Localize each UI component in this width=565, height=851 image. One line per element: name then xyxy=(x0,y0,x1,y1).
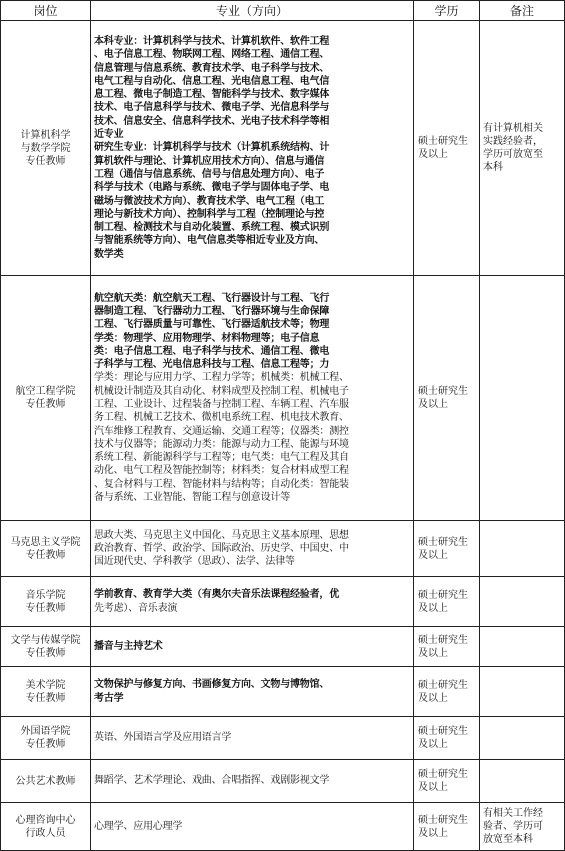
table-row xyxy=(1,521,565,577)
major-line: 信息管理与信息系统、教育技术学、电子科学与技术、 xyxy=(94,62,330,74)
position-cell xyxy=(1,21,91,276)
remarks-cell xyxy=(480,667,565,717)
education-line: 硕士研究生 xyxy=(418,634,468,646)
table-row xyxy=(1,627,565,667)
major-line: 文物保护与修复方向、书画修复方向、文物与博物馆、 xyxy=(94,679,330,691)
education-line: 硕士研究生 xyxy=(418,726,468,737)
position-line: 专任教师 xyxy=(25,155,66,167)
major-line: 务工程、机械工艺技术、微机电系统工程、机电技术教育、 xyxy=(94,412,349,424)
education-line: 硕士研究生 xyxy=(418,536,468,548)
major-line: 电气工程与自动化、信息工程、光电信息工程、电气信 xyxy=(94,75,330,87)
position-cell xyxy=(1,717,91,760)
position-line: 专任教师 xyxy=(25,647,66,659)
major-line: 本科专业：计算机科学与技术、计算机软件、软件工程 xyxy=(94,35,330,47)
major-line: 动化、电气工程及智能控制等；材料类：复合材料成型工程 xyxy=(94,465,349,477)
education-line: 硕士研究生 xyxy=(418,136,468,147)
major-cell xyxy=(91,521,414,577)
major-line: 思政大类、马克思主义中国化、马克思主义基本原理、思想 xyxy=(94,529,349,541)
remarks-cell xyxy=(480,577,565,627)
major-line: 政治教育、哲学、政治学、国际政治、历史学、中国史、中 xyxy=(94,542,349,554)
major-line: 播音与主持艺术 xyxy=(94,640,163,652)
major-cell xyxy=(91,760,414,803)
major-line: 国近现代史、学科教学（思政）、法学、法律等 xyxy=(94,556,295,568)
major-line: 航空航天类：航空航天工程、飞行器设计与工程、飞行 xyxy=(94,292,330,304)
position-cell xyxy=(1,276,91,521)
position-line: 与数学学院 xyxy=(20,142,71,154)
position-cell xyxy=(1,577,91,627)
education-cell xyxy=(414,577,480,627)
position-line: 行政人员 xyxy=(25,827,66,839)
education-line: 硕士研究生 xyxy=(418,589,468,601)
position-cell xyxy=(1,760,91,803)
major-line: 机械设计制造及其自动化、材料成型及控制工程、机械电子 xyxy=(94,385,349,397)
table-row xyxy=(1,717,565,760)
table-body xyxy=(1,21,565,851)
major-line: 、复合材料与工程、智能材料与结构等；自动化类：智能装 xyxy=(94,478,349,490)
position-line: 美术学院 xyxy=(25,679,66,691)
major-line: 科学与技术（电路与系统、微电子学与固体电子学、电 xyxy=(94,182,330,194)
education-line: 及以上 xyxy=(418,782,448,793)
education-line: 及以上 xyxy=(418,827,448,839)
major-cell xyxy=(91,276,414,521)
header-education: 学历 xyxy=(414,1,480,21)
major-line: 考古学 xyxy=(94,692,124,704)
education-cell xyxy=(414,717,480,760)
remarks-line: 验者、学历可 xyxy=(483,821,543,832)
major-line: 近专业 xyxy=(94,129,124,141)
major-line: 备与系统、工业智能、智能工程与创意设计等 xyxy=(94,492,290,504)
major-cell xyxy=(91,577,414,627)
table-row xyxy=(1,760,565,803)
education-cell xyxy=(414,21,480,276)
position-line: 公共艺术教师 xyxy=(15,775,76,787)
education-line: 硕士研究生 xyxy=(418,814,468,826)
major-cell xyxy=(91,803,414,851)
major-line: 与智能系统等方向）、电气信息类等相近专业及方向、 xyxy=(94,235,325,247)
major-line: 学类：理论与应用力学、工程力学等；机械类：机械工程、 xyxy=(94,372,349,384)
major-line: 数学类 xyxy=(94,248,124,260)
position-cell xyxy=(1,667,91,717)
remarks-line: 放宽至本科 xyxy=(483,834,533,845)
major-line: 工程、飞行器质量与可靠性、飞行器适航技术等；物理 xyxy=(94,319,330,331)
header-remarks: 备注 xyxy=(480,1,565,21)
education-cell xyxy=(414,521,480,577)
remarks-cell xyxy=(480,760,565,803)
major-line: 磁场与微波技术方向）、教育技术学、电气工程（电工 xyxy=(94,195,325,207)
education-cell xyxy=(414,667,480,717)
major-line: 先考虑）、音乐表演 xyxy=(94,602,178,614)
major-line: 心理学、应用心理学 xyxy=(94,820,183,832)
major-line: 、电子信息工程、物联网工程、网络工程、通信工程、 xyxy=(94,49,330,61)
position-line: 专任教师 xyxy=(25,602,66,614)
major-line: 子科学与工程、光电信息科技与工程、信息工程等；力 xyxy=(94,359,330,371)
major-line: 系统工程、新能源科学与工程等；电气类：电气工程及其自 xyxy=(94,452,349,464)
position-cell xyxy=(1,521,91,577)
table-row xyxy=(1,577,565,627)
education-line: 及以上 xyxy=(418,602,448,614)
major-line: 学类：物理学、应用物理学、材料物理等；电子信息 xyxy=(94,332,320,344)
major-line: 学前教育、教育学大类（有奥尔夫音乐法课程经验者，优 xyxy=(94,589,339,601)
position-line: 专任教师 xyxy=(25,692,66,704)
major-line: 技术、电子信息科学与技术、微电子学、光信息科学与 xyxy=(94,102,330,114)
remarks-cell xyxy=(480,21,565,276)
education-line: 及以上 xyxy=(418,739,448,750)
remarks-line: 实践经验者， xyxy=(483,136,543,147)
position-cell xyxy=(1,627,91,667)
education-line: 及以上 xyxy=(418,692,448,704)
position-line: 心理咨询中心 xyxy=(15,814,76,826)
remarks-line: 学历可放宽至 xyxy=(483,149,543,160)
position-line: 专任教师 xyxy=(25,549,66,561)
major-line: 舞蹈学、艺术学理论、戏曲、合唱指挥、戏剧影视文学 xyxy=(94,775,330,787)
position-line: 专任教师 xyxy=(25,399,66,410)
major-line: 工程（通信与信息系统、信号与信息处理方向）、电子 xyxy=(94,168,325,180)
position-line: 马克思主义学院 xyxy=(10,536,81,548)
remarks-cell xyxy=(480,627,565,667)
table-row xyxy=(1,803,565,851)
major-line: 工程、工业设计、过程装备与控制工程、车辆工程、汽车服 xyxy=(94,399,349,410)
remarks-line: 有相关工作经 xyxy=(483,808,543,819)
major-line: 器制造工程、飞行器动力工程、飞行器环境与生命保障 xyxy=(94,305,330,317)
major-line: 技术、信息安全、信息科学技术、光电子技术科学等相 xyxy=(94,115,330,127)
position-line: 文学与传媒学院 xyxy=(10,634,81,646)
education-line: 硕士研究生 xyxy=(418,386,468,397)
major-cell xyxy=(91,667,414,717)
education-cell xyxy=(414,627,480,667)
major-line: 技术与仪器等；能源动力类：能源与动力工程、能源与环境 xyxy=(94,438,349,450)
education-line: 硕士研究生 xyxy=(418,769,468,780)
education-line: 硕士研究生 xyxy=(418,679,468,691)
education-line: 及以上 xyxy=(418,549,448,561)
education-line: 及以上 xyxy=(418,647,448,659)
remarks-cell xyxy=(480,803,565,851)
major-line: 类：电子信息工程、电子科学与技术、通信工程、微电 xyxy=(94,345,330,357)
remarks-cell xyxy=(480,276,565,521)
position-line: 外国语学院 xyxy=(20,726,71,737)
position-line: 音乐学院 xyxy=(25,589,66,601)
education-cell xyxy=(414,803,480,851)
remarks-cell xyxy=(480,521,565,577)
education-cell xyxy=(414,760,480,803)
remarks-cell xyxy=(480,717,565,760)
position-line: 专任教师 xyxy=(25,739,66,750)
major-line: 息工程、微电子制造工程、智能科学与技术、数字媒体 xyxy=(94,89,330,101)
major-cell xyxy=(91,627,414,667)
table-row xyxy=(1,276,565,521)
education-cell xyxy=(414,276,480,521)
header-major: 专业（方向） xyxy=(91,1,414,21)
header-position: 岗位 xyxy=(1,1,91,21)
major-line: 理论与新技术方向）、控制科学与工程（控制理论与控 xyxy=(94,208,325,220)
table-row xyxy=(1,667,565,717)
major-cell xyxy=(91,21,414,276)
education-line: 及以上 xyxy=(418,399,448,410)
remarks-line: 本科 xyxy=(483,162,503,173)
education-line: 及以上 xyxy=(418,149,448,160)
major-line: 汽车维修工程教育、交通运输、交通工程等；仪器类：测控 xyxy=(94,425,349,437)
table-row xyxy=(1,21,565,276)
major-line: 算机软件与理论、计算机应用技术方向）、信息与通信 xyxy=(94,155,325,167)
remarks-line: 有计算机相关 xyxy=(483,123,543,134)
major-line: 研究生专业：计算机科学与技术（计算机系统结构、计 xyxy=(94,142,330,154)
position-line: 计算机科学 xyxy=(20,129,71,141)
major-line: 制工程、检测技术与自动化装置、系统工程、模式识别 xyxy=(94,222,330,234)
position-cell xyxy=(1,803,91,851)
major-line: 英语、外国语言学及应用语言学 xyxy=(94,732,232,744)
header-row xyxy=(1,1,565,21)
position-line: 航空工程学院 xyxy=(15,386,76,397)
major-cell xyxy=(91,717,414,760)
